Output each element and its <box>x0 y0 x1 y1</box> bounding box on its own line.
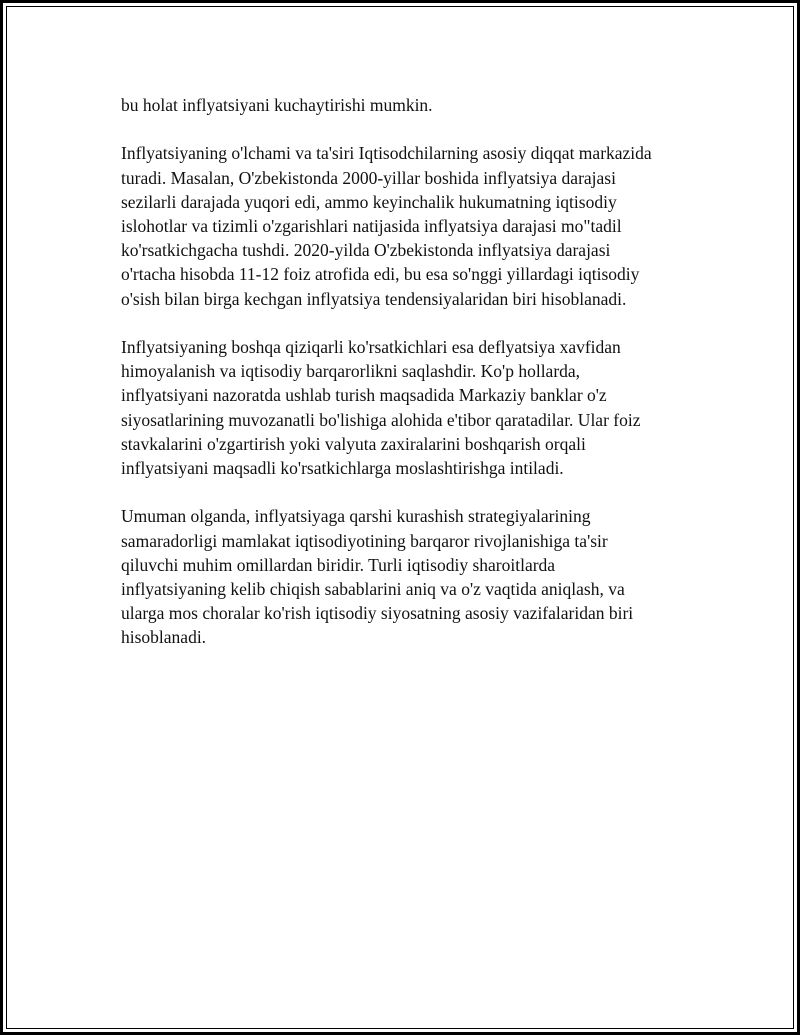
paragraph-inflation-measurement: Inflyatsiyaning o'lchami va ta'siri Iqtisodchilarning asosiy diqqat markazida turadi. Masalan, O'zbekistonda 2000-yillar boshida inflyatsiya darajasi sezilarli darajada yuqori edi, ammo keyinchalik hukumatning iqtisodiy islohotlar va tizimli o'zgarishlari natijasida inflyatsiya darajasi mo"tadil ko'rsatkichgacha tushdi. 2020-yilda O'zbekistonda inflyatsiya darajasi o'rtacha hisobda 11-12 foiz atrofida edi, bu esa so'nggi yillardagi iqtisodiy o'sish bilan birga kechgan inflyatsiya tendensiyalaridan biri hisoblanadi. <box>121 143 652 309</box>
document-body <box>121 93 691 674</box>
paragraph-continuation: bu holat inflyatsiyani kuchaytirishi mumkin. <box>121 95 433 115</box>
paragraph-conclusion: Umuman olganda, inflyatsiyaga qarshi kurashish strategiyalarining samaradorligi mamlakat iqtisodiyotining barqaror rivojlanishiga ta'sir qiluvchi muhim omillardan biridir. Turli iqtisodiy sharoitlarda inflyatsiyaning kelib chiqish sabablarini aniq va o'z vaqtida aniqlash, va ularga mos choralar ko'rish iqtisodiy siyosatning asosiy vazifalaridan biri hisoblanadi. <box>121 506 634 648</box>
paragraph-inflation-indicators: Inflyatsiyaning boshqa qiziqarli ko'rsatkichlari esa deflyatsiya xavfidan himoyalanish va iqtisodiy barqarorlikni saqlashdir. Ko'p hollarda, inflyatsiyani nazoratda ushlab turish maqsadida Markaziy banklar o'z siyosatlarining muvozanatli bo'lishiga alohida e'tibor qaratadilar. Ular foiz stavkalarini o'zgartirish yoki valyuta zaxiralarini boshqarish orqali inflyatsiyani maqsadli ko'rsatkichlarga moslashtirishga intiladi. <box>121 337 641 479</box>
